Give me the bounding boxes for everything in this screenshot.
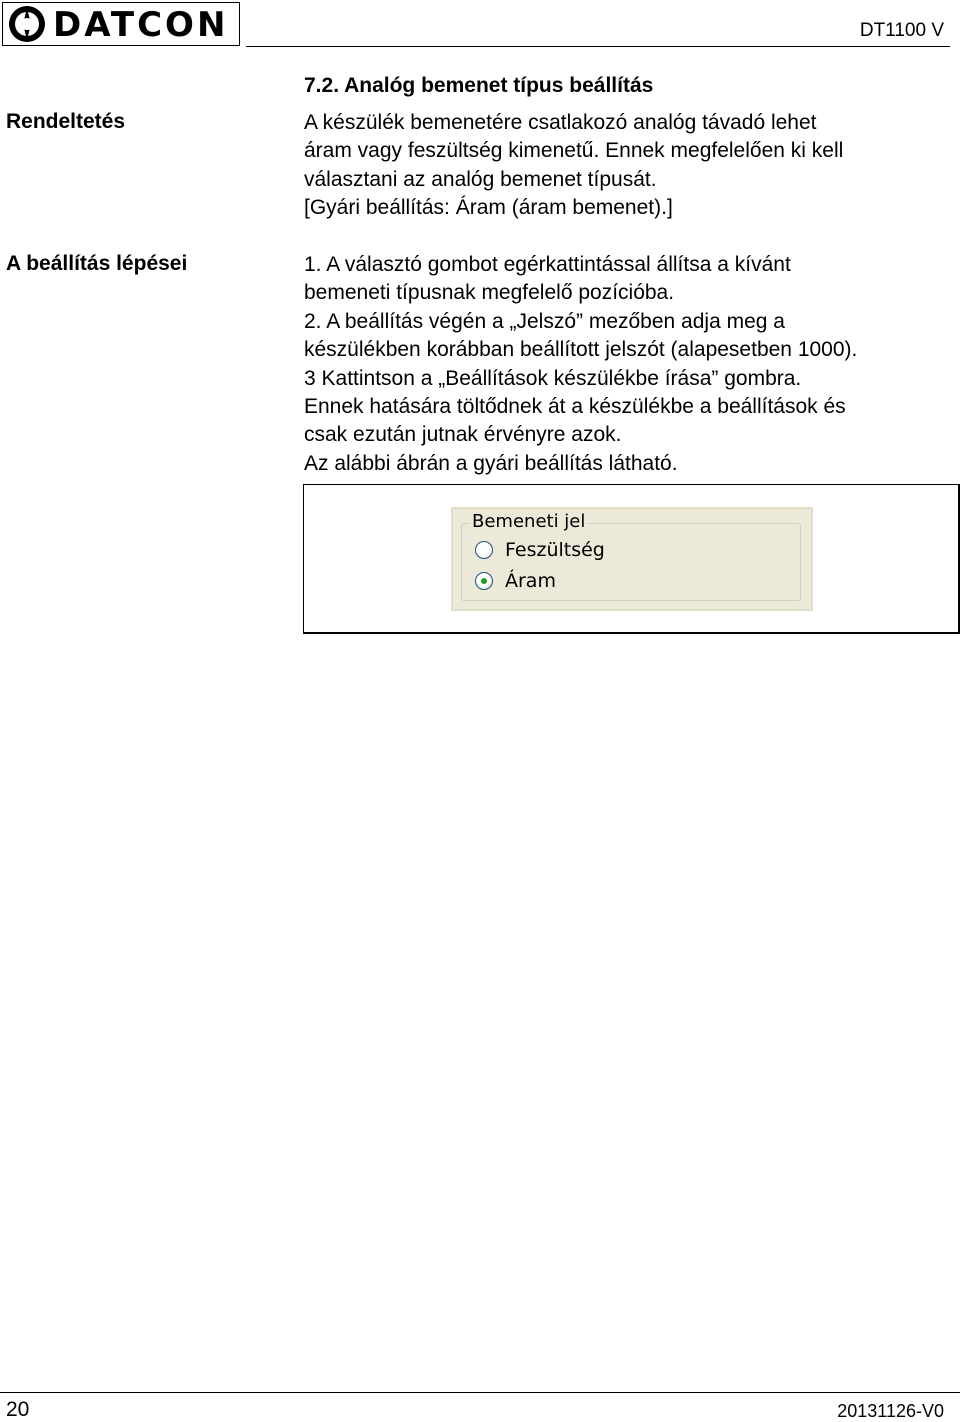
steps-line: készülékben korábban beállított jelszót (alapesetben 1000). bbox=[304, 338, 858, 362]
header-divider bbox=[246, 46, 950, 47]
revision-code: 20131126-V0 bbox=[837, 1401, 944, 1421]
document-id: DT1100 V bbox=[859, 20, 944, 41]
groupbox-legend: Bemeneti jel bbox=[469, 511, 588, 532]
section-title: 7.2. Analóg bemenet típus beállítás bbox=[304, 74, 654, 97]
datcon-logo-mark-icon bbox=[7, 4, 47, 44]
purpose-label: Rendeltetés bbox=[6, 110, 126, 133]
purpose-line: választani az analóg bemenet típusát. bbox=[304, 167, 657, 191]
radio-label-current: Áram bbox=[505, 570, 556, 592]
steps-line: 2. A beállítás végén a „Jelszó” mezőben adja meg a bbox=[304, 309, 785, 333]
radio-button-current[interactable] bbox=[475, 572, 493, 590]
purpose-line: áram vagy feszültség kimenetű. Ennek megfelelően ki kell bbox=[304, 139, 844, 163]
steps-paragraph bbox=[304, 251, 954, 478]
steps-line: csak ezután jutnak érvényre azok. bbox=[304, 423, 622, 447]
page-header bbox=[0, 0, 960, 50]
purpose-line: [Gyári beállítás: Áram (áram bemenet).] bbox=[304, 196, 673, 220]
page-number: 20 bbox=[6, 1398, 30, 1421]
steps-line: 3 Kattintson a „Beállítások készülékbe írása” gombra. bbox=[304, 366, 802, 390]
radio-label-voltage: Feszültség bbox=[505, 539, 605, 561]
radio-selected-dot bbox=[481, 578, 487, 584]
settings-figure bbox=[303, 484, 960, 634]
steps-line: 1. A választó gombot egérkattintással állítsa a kívánt bbox=[304, 253, 791, 276]
input-signal-groupbox bbox=[451, 507, 813, 611]
steps-label: A beállítás lépései bbox=[6, 252, 188, 275]
logo-text: DATCON bbox=[53, 5, 229, 45]
datcon-logo bbox=[2, 2, 240, 46]
purpose-paragraph bbox=[304, 109, 954, 223]
steps-line: bemeneti típusnak megfelelő pozícióba. bbox=[304, 281, 675, 305]
radio-button-voltage[interactable] bbox=[475, 541, 493, 559]
steps-line: Ennek hatására töltődnek át a készülékbe a beállítások és bbox=[304, 395, 846, 419]
footer-divider bbox=[0, 1392, 960, 1393]
purpose-line: A készülék bemenetére csatlakozó analóg távadó lehet bbox=[304, 111, 817, 134]
steps-line: Az alábbi ábrán a gyári beállítás látható. bbox=[304, 451, 678, 475]
